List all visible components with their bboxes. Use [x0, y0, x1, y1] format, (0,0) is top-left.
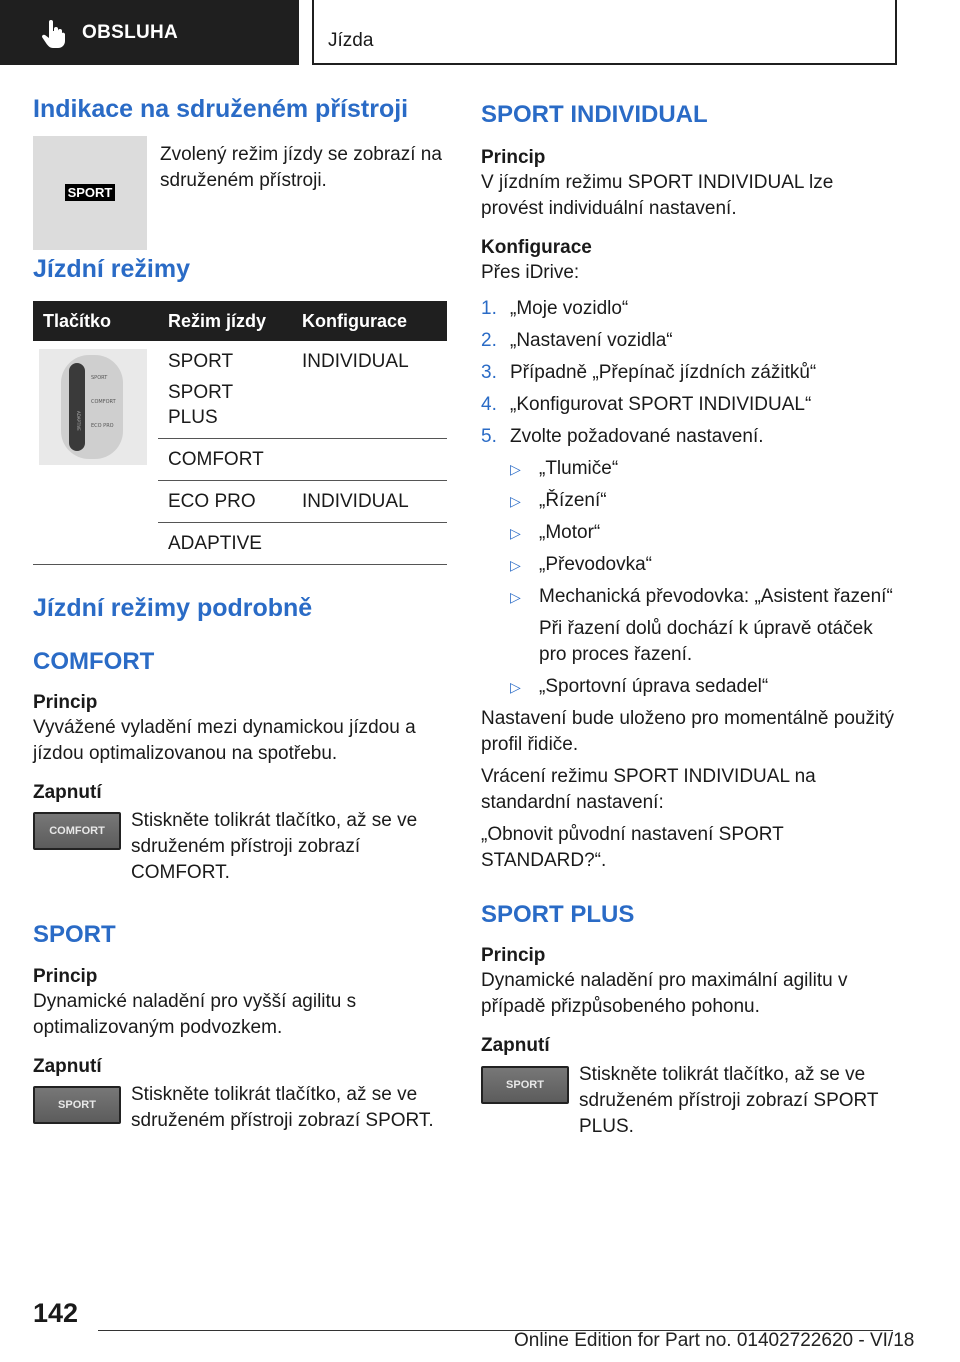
heading-rezimy: Jízdní režimy — [33, 254, 190, 283]
modes-table — [33, 301, 447, 565]
sportplus-princip-text: Dynamické naladění pro maximální agilitu v případě přizpůsobeného pohonu. — [481, 970, 848, 1018]
config-cell — [292, 439, 447, 455]
comfort-princip-heading: Princip — [33, 691, 98, 713]
individual-princip-text: V jízdním režimu SPORT INDIVIDUAL lze provést individuální nastavení. — [481, 172, 834, 220]
comfort-title: COMFORT — [33, 647, 155, 675]
table-header: Režim jízdy — [158, 301, 292, 341]
mode-cell: SPORT PLUS — [168, 382, 233, 428]
vraceni-text: Vrácení režimu SPORT INDIVIDUAL na standardní nastavení: — [481, 765, 816, 813]
sport-title: SPORT — [33, 921, 116, 949]
sportplus-title: SPORT PLUS — [481, 900, 635, 928]
table-header: Konfigurace — [292, 301, 447, 341]
mode-cell: SPORT — [168, 351, 234, 372]
konfigurace-heading: Konfigurace — [481, 237, 592, 259]
individual-title: SPORT INDIVIDUAL — [481, 101, 708, 128]
sub-item: ▷ „Tlumiče“ — [510, 456, 895, 482]
sub-note: Při řazení dolů dochází k úpravě otáček pro proces řazení. — [539, 617, 873, 665]
sub-item: ▷ Mechanická převodovka: „Asistent řazení“ Při řazení dolů dochází k úpravě otáček pro proces řazení. — [510, 584, 895, 668]
sub-item: ▷ „Převodovka“ — [510, 552, 895, 578]
heading-indikace: Indikace na sdruženém přístroji — [33, 95, 409, 123]
sportplus-princip-heading: Princip — [481, 945, 546, 967]
comfort-button-image: COMFORT — [33, 812, 121, 850]
indikace-text: Zvolený režim jízdy se zobrazí na sdruženém přístroji. — [160, 143, 442, 191]
sport-princip-text: Dynamické naladění pro vyšší agilitu s optimalizovaným podvozkem. — [33, 990, 357, 1038]
mode-cell: COMFORT — [168, 449, 264, 470]
steps-list — [481, 296, 895, 450]
cluster-display-image — [33, 136, 147, 250]
chapter-title: Jízda — [328, 30, 374, 51]
right-column — [481, 96, 895, 1140]
table-header: Tlačítko — [33, 301, 158, 341]
switch-label: ADAPTIVE — [76, 411, 81, 431]
comfort-zapnuti-heading: Zapnutí — [33, 781, 102, 803]
sub-item: ▷ „Motor“ — [510, 520, 895, 546]
mode-cell: ECO PRO — [168, 491, 256, 512]
individual-princip-heading: Princip — [481, 147, 546, 169]
table-row — [33, 341, 447, 439]
list-item: 2. „Nastavení vozidla“ — [481, 329, 673, 351]
sportplus-button-image: SPORT — [481, 1066, 569, 1104]
sportplus-zapnuti-text: Stiskněte tolikrát tlačítko, až se ve sdruženém přístroji zobrazí SPORT PLUS. — [579, 1063, 879, 1137]
triangle-icon: ▷ — [510, 524, 521, 541]
list-item: 1. „Moje vozidlo“ — [481, 297, 629, 319]
sportplus-zapnuti-heading: Zapnutí — [481, 1035, 550, 1057]
sub-list — [510, 456, 895, 700]
switch-label: COMFORT — [91, 399, 116, 405]
list-item: 4. „Konfigurovat SPORT INDIVIDUAL“ — [481, 393, 812, 415]
config-cell: INDIVIDUAL — [302, 491, 409, 512]
list-item: 5. Zvolte požadované nastavení. — [481, 425, 764, 447]
cluster-display-label: SPORT — [65, 184, 116, 201]
list-item: 3. Případně „Přepínač jízdních zážitků“ — [481, 361, 817, 383]
drive-mode-switch-image — [39, 349, 147, 465]
switch-icon — [39, 349, 147, 465]
section-tab[interactable] — [0, 0, 299, 65]
footer-edition: Online Edition for Part no. 01402722620 - VI/18 — [514, 1330, 915, 1351]
comfort-zapnuti-text: Stiskněte tolikrát tlačítko, až se ve sdruženém přístroji zobrazí COMFORT. — [131, 810, 418, 884]
triangle-icon: ▷ — [510, 556, 521, 573]
triangle-icon: ▷ — [510, 460, 521, 477]
ulozeno-text: Nastavení bude uloženo pro momentálně použitý profil řidiče. — [481, 707, 894, 755]
sub-item: ▷ „Sportovní úprava sedadel“ — [510, 674, 895, 700]
chapter-header — [312, 0, 897, 65]
left-column — [33, 96, 447, 1134]
obnovit-text: „Obnovit původní nastavení SPORT STANDARD?“. — [481, 823, 784, 871]
page-number: 142 — [33, 1298, 79, 1328]
sub-item: ▷ „Řízení“ — [510, 488, 895, 514]
sport-zapnuti-text: Stiskněte tolikrát tlačítko, až se ve sdruženém přístroji zobrazí SPORT. — [131, 1084, 434, 1132]
config-cell — [292, 523, 447, 539]
sport-button-image: SPORT — [33, 1086, 121, 1124]
pres-idrive: Přes iDrive: — [481, 261, 580, 283]
sport-princip-heading: Princip — [33, 965, 98, 987]
sport-zapnuti-heading: Zapnutí — [33, 1055, 102, 1077]
triangle-icon: ▷ — [510, 588, 521, 605]
heading-podrobne: Jízdní režimy podrobně — [33, 594, 313, 622]
switch-label: SPORT — [91, 375, 108, 381]
switch-label: ECO PRO — [91, 423, 114, 429]
comfort-princip-text: Vyvážené vyladění mezi dynamickou jízdou a jízdou optimalizovanou na spotřebu. — [33, 716, 416, 764]
section-title: OBSLUHA — [82, 21, 179, 43]
config-cell: INDIVIDUAL — [302, 351, 409, 372]
triangle-icon: ▷ — [510, 678, 521, 695]
mode-cell: ADAPTIVE — [168, 533, 262, 554]
triangle-icon: ▷ — [510, 492, 521, 509]
hand-pointer-icon — [38, 18, 68, 48]
